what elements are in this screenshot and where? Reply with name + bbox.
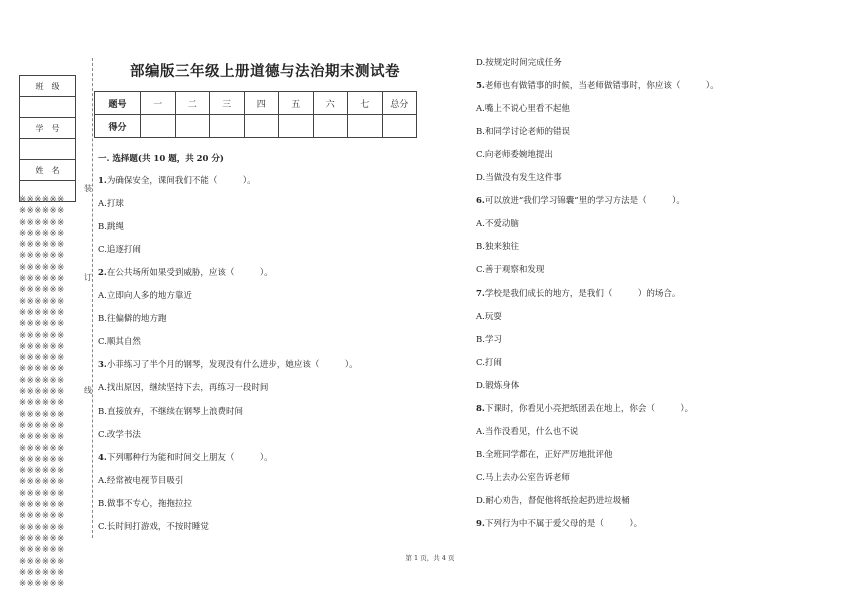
student-id-label: 学 号 <box>20 118 76 139</box>
answer-option <box>98 497 192 509</box>
question-text: 下课时，你看见小亮把纸团丢在地上，你会（ ）。 <box>484 403 694 414</box>
binding-mark-xian: 线 <box>84 386 92 395</box>
question-stem <box>476 517 642 529</box>
question-number: 1. <box>98 176 107 186</box>
question-stem <box>476 402 693 414</box>
score-header-cell: 六 <box>313 92 348 115</box>
question-text: 在公共场所如果受到威胁，应该（ ）。 <box>106 268 273 279</box>
option-text: B.做事不专心，拖拖拉拉 <box>98 498 192 509</box>
answer-option <box>98 289 192 301</box>
answer-option <box>476 379 519 391</box>
answer-option <box>98 312 166 324</box>
question-number: 2. <box>98 268 107 279</box>
answer-option <box>476 217 519 229</box>
binding-line <box>92 58 93 538</box>
option-text: B.和同学讨论老师的错误 <box>476 127 570 138</box>
score-cell[interactable] <box>279 115 314 138</box>
option-text: B.往偏僻的地方跑 <box>98 314 167 325</box>
question-number: 3. <box>98 360 107 371</box>
question-stem <box>476 194 685 206</box>
option-text: B.直接放弃，不继续在钢琴上浪费时间 <box>98 406 243 417</box>
answer-option <box>476 494 630 506</box>
option-text: D.按规定时间完成任务 <box>476 58 562 68</box>
score-cell[interactable] <box>210 115 245 138</box>
option-text: A.嘴上不说心里看不起他 <box>476 104 570 115</box>
page-footer: 第 1 页，共 4 页 <box>405 554 455 562</box>
option-text: C.顺其自然 <box>98 337 141 348</box>
score-cell[interactable] <box>313 115 348 138</box>
answer-option <box>476 56 562 68</box>
answer-option <box>98 428 141 440</box>
question-stem <box>98 358 358 370</box>
score-header-cell: 三 <box>210 92 245 115</box>
score-table-score-row <box>95 115 417 138</box>
option-text: D.耐心劝告，督促他将纸捡起扔进垃圾桶 <box>476 495 630 506</box>
option-text: A.玩耍 <box>476 311 502 322</box>
option-text: D.锻炼身体 <box>476 380 520 391</box>
question-stem <box>98 174 256 186</box>
option-text: A.经常被电视节目吸引 <box>98 475 184 486</box>
answer-option <box>98 520 209 532</box>
option-text: D.当做没有发生这件事 <box>476 173 562 184</box>
answer-option <box>98 335 141 347</box>
option-text: C.善于观察和发现 <box>476 265 545 276</box>
student-info-table <box>19 75 76 202</box>
answer-option <box>476 148 553 160</box>
score-header-cell: 二 <box>175 92 210 115</box>
answer-option <box>98 197 124 209</box>
score-row-label: 得分 <box>95 115 141 138</box>
question-number: 8. <box>476 403 485 414</box>
score-header-cell: 七 <box>348 92 383 115</box>
score-header-cell: 总分 <box>382 92 417 115</box>
answer-option <box>476 102 570 114</box>
class-label: 班 级 <box>20 76 76 97</box>
question-text: 可以放进“我们学习锦囊”里的学习方法是（ ）。 <box>484 196 685 207</box>
answer-option <box>98 474 183 486</box>
question-text: 学校是我们成长的地方，是我们（ ）的场合。 <box>484 288 681 299</box>
question-text: 为确保安全，课间我们不能（ ）。 <box>106 176 256 186</box>
question-number: 7. <box>476 288 485 299</box>
option-text: B.独来独往 <box>476 242 519 253</box>
score-table <box>94 91 417 138</box>
question-text: 小菲练习了半个月的钢琴，发现没有什么进步，她应该（ ）。 <box>106 360 358 371</box>
decorative-star-pattern: ※※※※※※ ※※※※※※ ※※※※※※ ※※※※※※ ※※※※※※ ※※※※※※ ※※※※※※ ※※※※※※ ※※※※※※ ※※※※※※ ※※※※※※ ※※※※※※ ※※※※※※ ※※※※※※ ※※※※※※ ※※※※※※ ※※※※※※ ※※※※※※ ※※※※※※ ※※※※※※ ※※※※※※ ※※※※※※ ※※※※※※ ※※※※※※ ※※※※※※ ※※※※※※ ※※※※※※ ※※※※※※ ※※※※※※ ※※※※※※ ※※※※※※ ※※※※※※ ※※※※※※ ※※※※※※ ※※※※※※ <box>19 195 65 590</box>
question-number: 9. <box>476 519 485 529</box>
question-stem <box>476 287 680 299</box>
question-stem <box>476 79 719 91</box>
option-text: A.立即向人多的地方靠近 <box>98 291 192 302</box>
question-text: 下列哪种行为能和时间交上朋友（ ）。 <box>106 452 273 463</box>
question-text: 老师也有做错事的时候，当老师做错事时，你应该（ ）。 <box>484 81 719 92</box>
option-text: C.改学书法 <box>98 429 141 440</box>
option-text: A.找出原因，继续坚持下去，再练习一段时间 <box>98 383 269 394</box>
option-text: C.马上去办公室告诉老师 <box>476 472 570 483</box>
question-stem <box>98 451 273 463</box>
option-text: B.全班同学都在，正好严厉地批评他 <box>476 449 613 460</box>
binding-mark-zhuang: 装 <box>84 184 92 193</box>
question-stem <box>98 266 273 278</box>
score-header-cell: 题号 <box>95 92 141 115</box>
answer-option <box>98 381 268 393</box>
score-cell[interactable] <box>348 115 383 138</box>
answer-option <box>476 333 502 345</box>
question-text: 下列行为中不属于爱父母的是（ ）。 <box>484 519 643 529</box>
answer-option <box>476 125 570 137</box>
answer-option <box>98 405 243 417</box>
option-text: C.追逐打闹 <box>98 245 141 256</box>
score-cell[interactable] <box>244 115 279 138</box>
score-header-cell: 五 <box>279 92 314 115</box>
option-text: A.当作没看见，什么也不说 <box>476 426 579 437</box>
option-text: B.跳绳 <box>98 222 124 233</box>
option-text: A.不爱动脑 <box>476 219 519 230</box>
question-number: 5. <box>476 81 485 92</box>
score-cell[interactable] <box>175 115 210 138</box>
student-id-field[interactable] <box>20 139 76 160</box>
score-cell[interactable] <box>382 115 417 138</box>
answer-option <box>476 425 578 437</box>
answer-option <box>476 471 570 483</box>
answer-option <box>476 263 544 275</box>
answer-option <box>476 448 612 460</box>
answer-option <box>476 310 502 322</box>
answer-option <box>98 243 141 255</box>
question-number: 4. <box>98 452 107 463</box>
question-number: 6. <box>476 196 485 207</box>
score-header-cell: 四 <box>244 92 279 115</box>
name-label: 姓 名 <box>20 160 76 181</box>
score-header-cell: 一 <box>141 92 176 115</box>
answer-option <box>98 220 124 232</box>
option-text: A.打球 <box>98 199 124 210</box>
class-field[interactable] <box>20 97 76 118</box>
answer-option <box>476 356 502 368</box>
option-text: B.学习 <box>476 334 502 345</box>
answer-option <box>476 240 519 252</box>
score-table-header-row <box>95 92 417 115</box>
option-text: C.打闹 <box>476 357 502 368</box>
binding-mark-ding: 订 <box>84 273 92 282</box>
answer-option <box>476 171 562 183</box>
score-cell[interactable] <box>141 115 176 138</box>
option-text: C.向老师委婉地提出 <box>476 150 553 161</box>
section-heading: 一. 选择题(共 10 题，共 20 分) <box>98 154 224 164</box>
page-title: 部编版三年级上册道德与法治期末测试卷 <box>130 63 400 80</box>
option-text: C.长时间打游戏，不按时睡觉 <box>98 521 209 532</box>
